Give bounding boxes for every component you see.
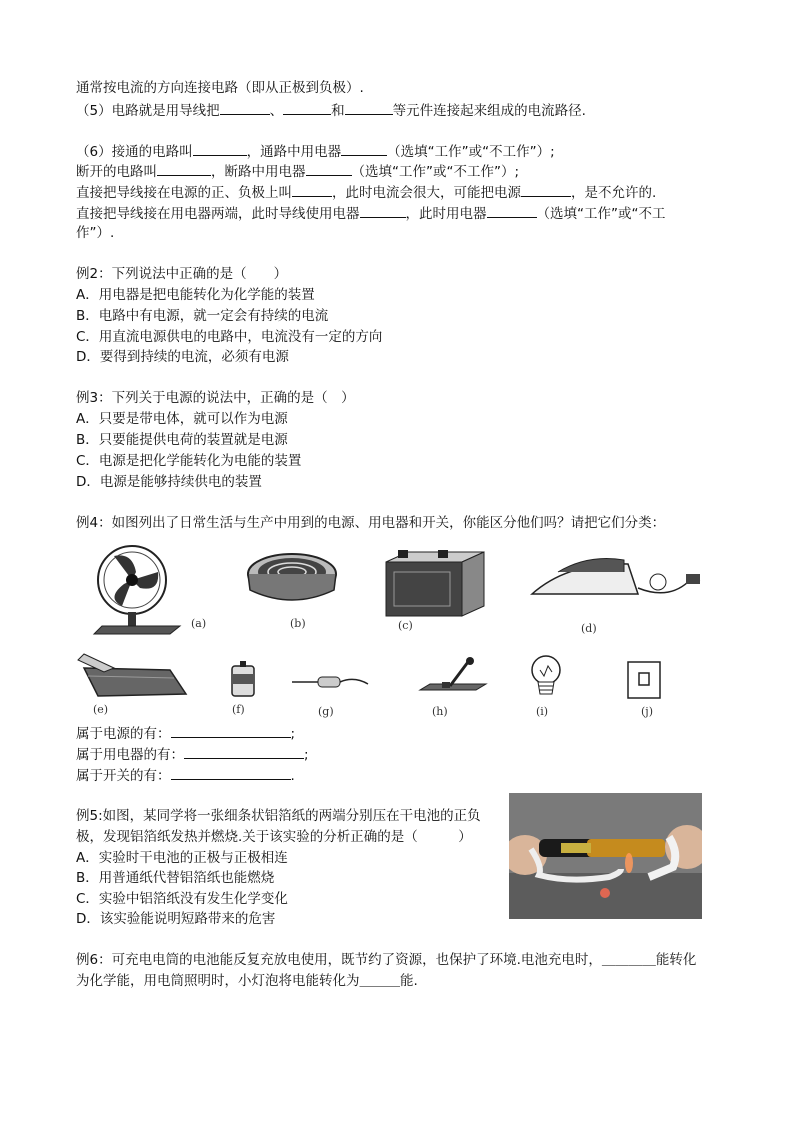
caption-a: (a) (191, 617, 207, 630)
battery-experiment-photo (509, 793, 702, 919)
light-bulb-icon (526, 654, 566, 702)
ex3-stem: 例3：下列关于电源的说法中，正确的是（ ） (76, 390, 355, 406)
ex3-option-c: C．电源是把化学能转化为电能的装置 (76, 453, 302, 469)
fan-icon (84, 542, 184, 637)
ex2-option-a: A．用电器是把电能转化为化学能的装置 (76, 287, 315, 303)
ex4-answer-label: 属于电源的有： (76, 726, 171, 742)
electric-iron-icon (528, 552, 706, 602)
ex3-option-d: D．电源是能够持续供电的装置 (76, 474, 262, 490)
soldering-iron-icon (74, 646, 190, 700)
ex4-answer-label: 属于用电器的有： (76, 747, 184, 763)
q6-blank[interactable] (292, 182, 332, 197)
ex4-answer-end: . (290, 768, 295, 784)
caption-j: (j) (641, 705, 653, 718)
q6-text: （选填“工作”或“不工 (536, 206, 666, 222)
caption-e: (e) (93, 703, 109, 716)
ex4-blank-appliance[interactable] (184, 744, 304, 759)
q6-text: ，通路中用电器 (246, 144, 342, 160)
ex4-blank-switch[interactable] (171, 765, 291, 780)
ex4-stem: 例4：如图列出了日常生活与生产中用到的电源、用电器和开关，你能区分他们吗？请把它们分类： (76, 515, 666, 531)
ex5-stem-1: 例5:如图，某同学将一张细条状铝箔纸的两端分别压在干电池的正负 (76, 808, 481, 824)
caption-g: (g) (318, 705, 334, 718)
cord-switch-icon (290, 672, 370, 692)
ex5-stem-2: 极，发现铝箔纸发热并燃烧.关于该实验的分析正确的是（ ） (76, 829, 472, 845)
ex5-option-b: B．用普通纸代替铝箔纸也能燃烧 (76, 870, 275, 886)
caption-h: (h) (432, 705, 448, 718)
caption-d: (d) (581, 622, 597, 635)
q6-blank[interactable] (306, 161, 352, 176)
knife-switch-icon (416, 656, 490, 698)
q6-line-3 (76, 182, 656, 203)
q5-text-b: 、 (269, 103, 284, 119)
q6-blank[interactable] (193, 141, 247, 156)
ex5-option-c: C．实验中铝箔纸没有发生化学变化 (76, 891, 288, 907)
wall-switch-icon (626, 660, 662, 700)
ex2-option-b: B．电路中有电源，就一定会有持续的电流 (76, 308, 329, 324)
q6-text: （选填“工作”或“不工作”）; (387, 144, 555, 160)
q5-text-a: （5）电路就是用导线把 (76, 103, 220, 119)
ex4-answer-end: ; (304, 747, 309, 763)
ex6-line-2: 为化学能，用电筒照明时，小灯泡将电能转化为＿＿＿能. (76, 973, 418, 989)
q6-text: 断开的电路叫 (76, 164, 157, 180)
q6-text: （6）接通的电路叫 (76, 144, 193, 160)
q5-blank-1[interactable] (220, 100, 270, 115)
caption-i: (i) (536, 705, 549, 718)
q6-text: ，是不允许的. (571, 185, 657, 201)
battery-pack-icon (382, 548, 488, 618)
q5-line (76, 100, 586, 121)
ex6-line-1: 例6：可充电电筒的电池能反复充放电使用，既节约了资源，也保护了环境.电池充电时，＿＿＿＿能转化 (76, 952, 697, 968)
q6-blank[interactable] (341, 141, 387, 156)
ex3-option-a: A．只要是带电体，就可以作为电源 (76, 411, 288, 427)
q6-line-2 (76, 161, 519, 182)
ex4-answer-end: ; (290, 726, 296, 742)
q5-text-c: 和 (331, 103, 345, 119)
ex5-option-a: A．实验时干电池的正极与正极相连 (76, 850, 288, 866)
q5-blank-3[interactable] (345, 100, 393, 115)
q5-text-d: 等元件连接起来组成的电流路径. (392, 103, 586, 119)
q6-blank[interactable] (487, 203, 537, 218)
ex2-stem: 例2：下列说法中正确的是（ ） (76, 266, 288, 282)
q6-line-5: 作”）. (76, 225, 115, 241)
q6-text: 直接把导线接在电源的正、负极上叫 (76, 185, 292, 201)
ex4-answer-switch (76, 765, 295, 786)
electric-stove-icon (244, 548, 340, 608)
q6-line-4 (76, 203, 665, 224)
q6-text: ，断路中用电器 (211, 164, 306, 180)
ex4-blank-source[interactable] (171, 723, 291, 738)
battery-experiment-illustration (509, 793, 702, 919)
q6-blank[interactable] (360, 203, 406, 218)
ex4-answer-appliance (76, 744, 309, 765)
q6-blank[interactable] (521, 182, 571, 197)
ex3-option-b: B．只要能提供电荷的装置就是电源 (76, 432, 288, 448)
q6-text: ，此时电流会很大，可能把电源 (332, 185, 521, 201)
dry-cell-icon (228, 660, 258, 698)
q5-blank-2[interactable] (283, 100, 331, 115)
ex5-option-d: D．该实验能说明短路带来的危害 (76, 911, 276, 927)
caption-f: (f) (232, 703, 245, 716)
ex4-answer-source (76, 723, 295, 744)
q6-text: （选填“工作”或“不工作”）; (351, 164, 520, 180)
q6-text: 直接把导线接在用电器两端，此时导线使用电器 (76, 206, 360, 222)
caption-b: (b) (290, 617, 306, 630)
q6-blank[interactable] (157, 161, 211, 176)
q6-text: ，此时用电器 (405, 206, 487, 222)
ex2-option-c: C．用直流电源供电的电路中，电流没有一定的方向 (76, 329, 383, 345)
ex4-answer-label: 属于开关的有： (76, 768, 171, 784)
q6-line-1 (76, 141, 555, 162)
intro-line: 通常按电流的方向连接电路（即从正极到负极）. (76, 80, 364, 96)
caption-c: (c) (398, 619, 413, 632)
ex2-option-d: D．要得到持续的电流，必须有电源 (76, 349, 289, 365)
